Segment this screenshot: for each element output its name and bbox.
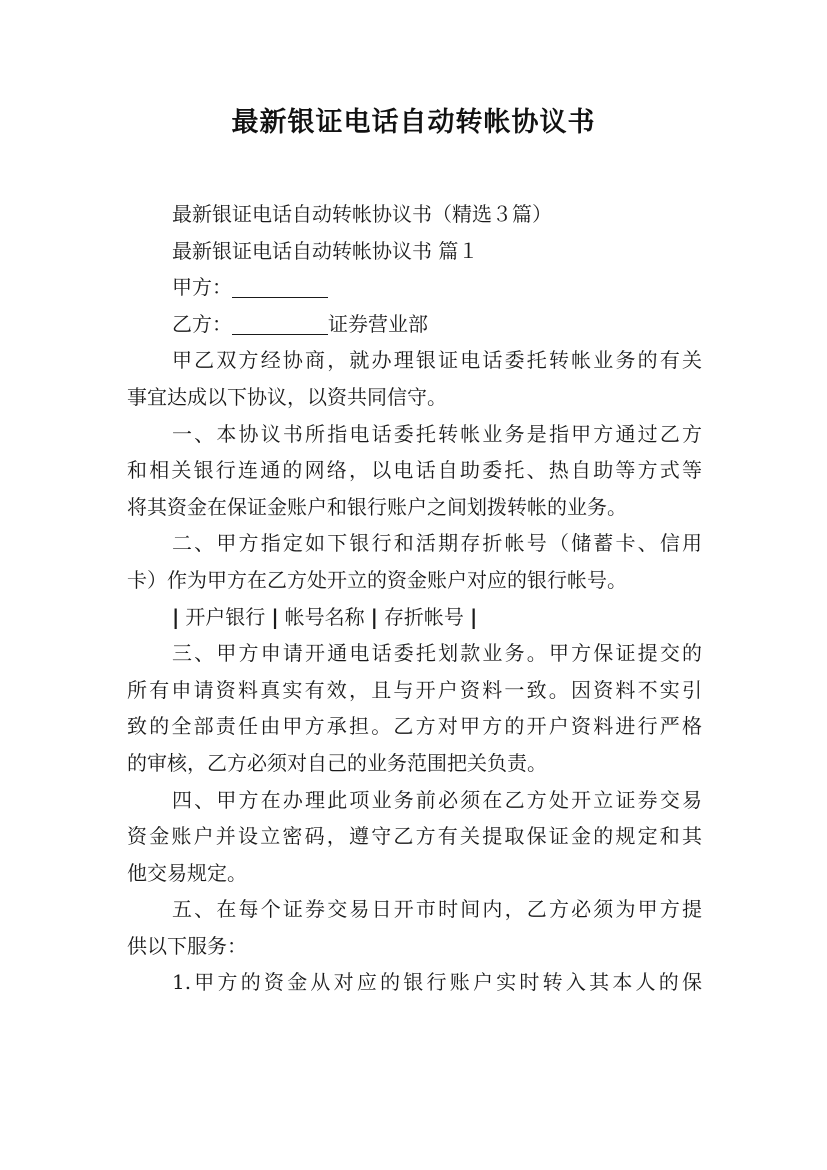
paragraph-line: 二、甲方指定如下银行和活期存折帐号（储蓄卡、信用 — [172, 531, 702, 556]
table-divider: | — [172, 604, 180, 629]
party-a-line — [127, 269, 702, 306]
paragraph-line: 一、本协议书所指电话委托转帐业务是指甲方通过乙方 — [172, 421, 702, 446]
table-header-cell: 帐号名称 — [284, 604, 365, 629]
party-a-label: 甲方： — [172, 275, 232, 300]
table-header-cell: 存折帐号 — [383, 604, 464, 629]
party-a-blank — [232, 277, 328, 298]
party-b-suffix: 证券营业部 — [328, 311, 428, 336]
paragraph-line: 三、甲方申请开通电话委托划款业务。甲方保证提交的 — [172, 641, 702, 666]
paragraph-line: 事宜达成以下协议，以资共同信守。 — [127, 384, 447, 409]
paragraph-line: 和相关银行连通的网络，以电话自助委托、热自助等方式等 — [127, 458, 702, 483]
paragraph-line: 所有申请资料真实有效，且与开户资料一致。因资料不实引 — [127, 677, 702, 702]
paragraph-line: 他交易规定。 — [127, 860, 247, 885]
paragraph-line: 五、在每个证券交易日开市时间内，乙方必须为甲方提 — [172, 897, 702, 922]
table-divider: | — [469, 604, 478, 629]
paragraph-line: 四、甲方在办理此项业务前必须在乙方处开立证券交易 — [172, 787, 702, 812]
party-b-blank — [232, 314, 328, 335]
paragraph-line: 的审核，乙方必须对自己的业务范围把关负责。 — [127, 750, 547, 775]
paragraph-line: 1.甲方的资金从对应的银行账户实时转入其本人的保 — [172, 970, 702, 995]
document-body — [127, 196, 702, 1001]
paragraph-line: 致的全部责任由甲方承担。乙方对甲方的开户资料进行严格 — [127, 714, 702, 739]
paragraph-line: 卡）作为甲方在乙方处开立的资金账户对应的银行帐号。 — [127, 567, 627, 592]
table-divider: | — [370, 604, 378, 629]
table-divider: | — [271, 604, 279, 629]
paragraph-line: 将其资金在保证金账户和银行账户之间划拨转帐的业务。 — [127, 494, 627, 519]
party-b-label: 乙方： — [172, 311, 232, 336]
paragraph-line: 资金账户并设立密码，遵守乙方有关提取保证金的规定和其 — [127, 824, 702, 849]
subtitle-line: 最新银证电话自动转帐协议书（精选３篇） — [172, 202, 552, 226]
document-title: 最新银证电话自动转帐协议书 — [231, 107, 596, 138]
party-b-line — [127, 306, 702, 343]
article-heading: 最新银证电话自动转帐协议书 篇１ — [172, 238, 479, 263]
paragraph-line: 供以下服务： — [127, 933, 247, 958]
bank-table-header — [127, 599, 702, 636]
paragraph-line: 甲乙双方经协商，就办理银证电话委托转帐业务的有关 — [172, 348, 702, 373]
table-header-cell: 开户银行 — [185, 604, 266, 629]
